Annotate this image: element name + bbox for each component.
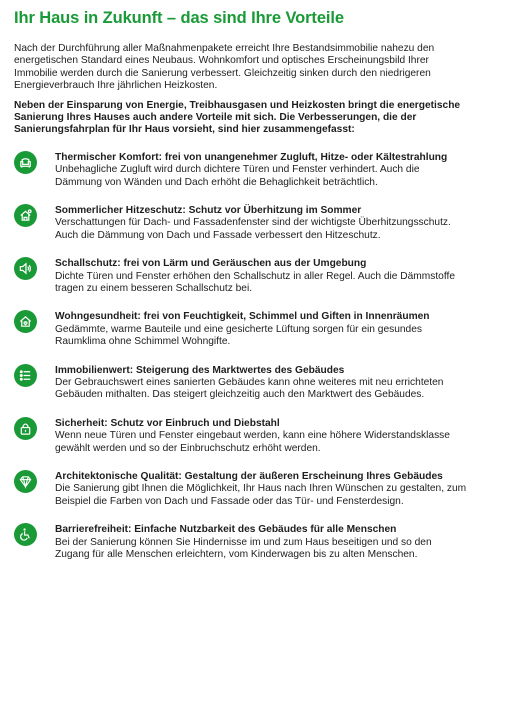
benefit-title: Immobilienwert: Steigerung des Marktwertes des Gebäudes [55, 364, 345, 376]
page-content [14, 8, 502, 577]
lock-icon [14, 417, 37, 440]
benefit-text-line: Verschattungen für Dach- und Fassadenfenster sind der wichtigste Überhitzungsschutz. [55, 217, 451, 229]
benefit-title: Schallschutz: frei von Lärm und Geräuschen aus der Umgebung [55, 258, 367, 270]
benefit-text-line: Raumklima ohne Schimmel Wohngifte. [55, 336, 231, 348]
lead-line: Neben der Einsparung von Energie, Treibhausgasen und Heizkosten bringt die energetische [14, 99, 461, 111]
benefit-title: Thermischer Komfort: frei von unangenehmer Zugluft, Hitze- oder Kältestrahlung [55, 151, 448, 163]
speaker-icon [14, 257, 37, 280]
healthy-home-icon [14, 310, 37, 333]
benefit-text-line: Auch die Dämmung von Dach und Fassade verbessert den Hitzeschutz. [55, 229, 381, 241]
benefit-text-line: Die Sanierung gibt Ihnen die Möglichkeit, Ihr Haus nach Ihren Wünschen zu gestalten, zum [55, 483, 467, 495]
benefit-text-line: gewählt werden und so der Einbruchschutz erhöht werden. [55, 442, 321, 454]
intro-line: Immobilie werden durch die Sanierung verbessert. Gleichzeitig sinken durch den niedrigeren [14, 67, 431, 79]
benefit-text-line: Der Gebrauchswert eines sanierten Gebäudes kann ohne weiteres mit neu errichteten [55, 377, 444, 388]
lead-line: Sanierung Ihres Hauses auch andere Vorteile mit sich. Die Verbesserungen, die der [14, 112, 417, 124]
intro-paragraph [14, 43, 502, 93]
benefit-title: Barrierefreiheit: Einfache Nutzbarkeit des Gebäudes für alle Menschen [55, 524, 397, 536]
benefit-text-line: Gedämmte, warme Bauteile und eine gesicherte Lüftung sorgen für ein gesundes [55, 323, 422, 335]
benefit-text-line: Wenn neue Türen und Fenster eingebaut werden, kann eine höhere Widerstandsklasse [55, 430, 450, 442]
benefit-security [14, 418, 502, 471]
benefit-title: Sommerlicher Hitzeschutz: Schutz vor Überhitzung im Sommer [55, 205, 362, 217]
intro-line: Energieverbrauch Ihre jährlichen Heizkosten. [14, 80, 218, 92]
benefit-title: Wohngesundheit: frei von Feuchtigkeit, Schimmel und Giften in Innenräumen [55, 311, 430, 323]
lead-paragraph [14, 100, 502, 137]
benefits-list [14, 152, 502, 578]
benefit-text-line: Zugang für alle Menschen erleichtern, vom Kinderwagen bis zu alten Menschen. [55, 548, 418, 560]
benefit-accessibility [14, 524, 502, 577]
benefit-healthy-living [14, 311, 502, 364]
value-list-icon [14, 364, 37, 387]
benefit-text-line: tragen zu einem besseren Schallschutz bei. [55, 283, 253, 295]
page-title: Ihr Haus in Zukunft – das sind Ihre Vorteile [14, 9, 344, 27]
heat-protection-icon [14, 204, 37, 227]
benefit-text-line: Beispiel die Farben von Dach und Fassade oder das Tür- und Fensterdesign. [55, 495, 404, 507]
benefit-text-line: Dichte Türen und Fenster erhöhen den Schallschutz in aller Regel. Auch die Dämmstoffe [55, 270, 455, 282]
benefit-text-line: Bei der Sanierung können Sie Hindernisse im und zum Haus beseitigen und so den [55, 536, 432, 548]
comfort-icon [14, 151, 37, 174]
benefit-text-line: Unbehagliche Zugluft wird durch dichtere Türen und Fenster verhindert. Auch die [55, 164, 420, 176]
lead-line: Sanierungsfahrplan für Ihr Haus vorsieht, sind hier zusammengefasst: [14, 124, 355, 136]
intro-line: energetischen Standard eines Neubaus. Wohnkomfort und optisches Erscheinungsbild Ihrer [14, 55, 429, 67]
benefit-sound-protection [14, 258, 502, 311]
intro-line: Nach der Durchführung aller Maßnahmenpakete erreicht Ihre Bestandsimmobilie nahezu den [14, 43, 435, 54]
benefit-title: Sicherheit: Schutz vor Einbruch und Diebstahl [55, 417, 280, 429]
benefit-text-line: Gebäuden mithalten. Das steigert gleichzeitig auch den Marktwert des Gebäudes. [55, 389, 425, 401]
benefit-heat-protection [14, 205, 502, 258]
benefit-architecture [14, 471, 502, 524]
wheelchair-icon [14, 523, 37, 546]
benefit-title: Architektonische Qualität: Gestaltung der äußeren Erscheinung Ihres Gebäudes [55, 470, 443, 482]
benefit-property-value [14, 365, 502, 418]
diamond-icon [14, 470, 37, 493]
benefit-text-line: Dämmung von Wänden und Dach erhöht die Behaglichkeit beträchtlich. [55, 176, 378, 188]
benefit-thermal-comfort [14, 152, 502, 205]
